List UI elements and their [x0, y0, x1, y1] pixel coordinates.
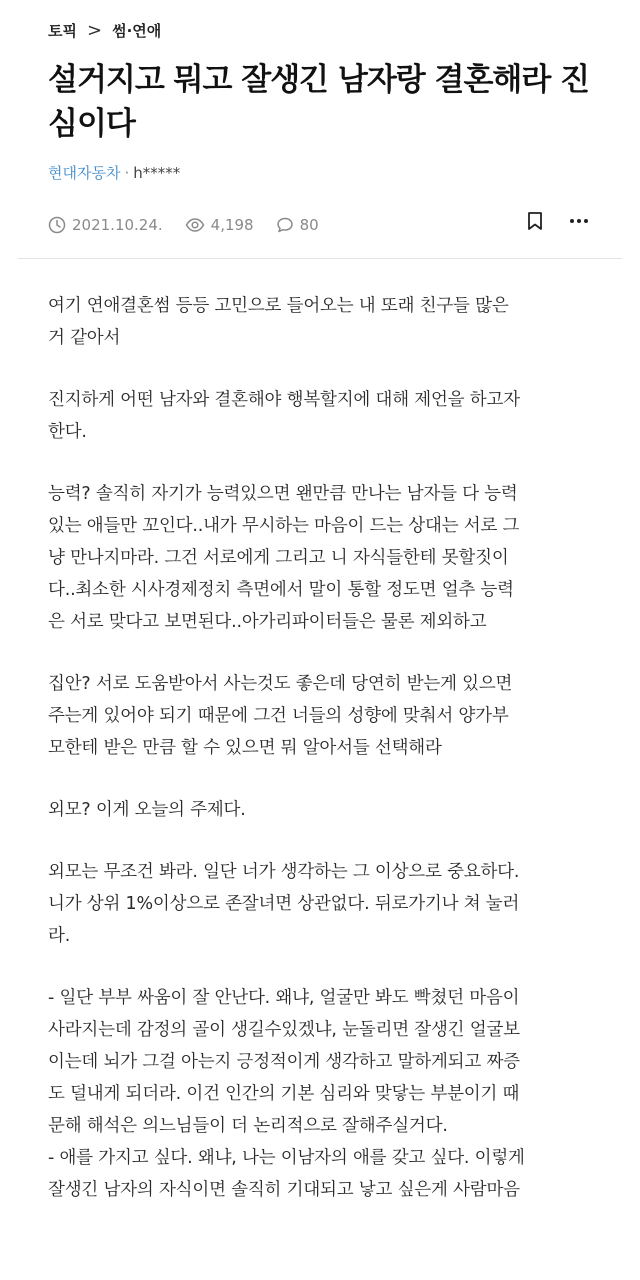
more-button[interactable] — [566, 208, 592, 234]
chevron-right-icon: > — [86, 19, 103, 41]
post-actions — [504, 208, 592, 234]
bookmark-button[interactable] — [522, 208, 548, 234]
post-views-count: 4,198 — [210, 216, 254, 234]
breadcrumb-topic-link[interactable]: 토픽 — [48, 21, 77, 40]
post-author[interactable] — [48, 162, 180, 183]
post-paragraph: 외모는 무조건 봐라. 일단 너가 생각하는 그 이상으로 중요하다. 니가 상위 1%이상으로 존잘녀면 상관없다. 뒤로가기나 쳐 눌러 라. — [48, 862, 520, 946]
eye-icon — [185, 216, 205, 234]
post-comments-count: 80 — [299, 216, 319, 234]
post-date — [48, 216, 163, 234]
clock-icon — [48, 216, 66, 234]
author-separator: · — [124, 163, 130, 182]
post-paragraph: 집안? 서로 도움받아서 사는것도 좋은데 당연히 받는게 있으면 주는게 있어야 되기 때문에 그건 너들의 성향에 맞춰서 양가부 모한테 받은 만큼 할 수 있으면 뭐 알아서들 선택해라 — [48, 674, 513, 758]
breadcrumb — [48, 18, 161, 42]
post-date-text: 2021.10.24. — [72, 216, 163, 234]
post-paragraph: - 일단 부부 싸움이 잘 안난다. 왜냐, 얼굴만 봐도 빡쳤던 마음이 사라지는데 감정의 골이 생길수있겠냐, 눈돌리면 잘생긴 얼굴보 이는데 뇌가 그걸 아는지 긍정적이게 생각하고 말하게되고 짜증 도 덜내게 되더라. 이건 인간의 기본 심리와 맞닿는 부분이기 때 문해 해석은 의느님들이 더 논리적으로 잘해주실거다. — [48, 988, 520, 1136]
breadcrumb-category-link[interactable]: 썸·연애 — [112, 21, 162, 40]
author-company[interactable]: 현대자동차 — [48, 164, 121, 182]
post-paragraph: 진지하게 어떤 남자와 결혼해야 행복할지에 대해 제언을 하고자 한다. — [48, 390, 520, 442]
comment-icon — [276, 216, 294, 234]
post-paragraph: 능력? 솔직히 자기가 능력있으면 왠만큼 만나는 남자들 다 능력 있는 애들만 꼬인다..내가 무시하는 마음이 드는 상대는 서로 그 냥 만나지마라. 그건 서로에게 그리고 니 자식들한테 못할짓이 다..최소한 시사경제정치 측면에서 말이 통할 정도면 얼추 능력 은 서로 맞다고 보면된다..아가리파이터들은 물론 제외하고 — [48, 484, 520, 632]
post-meta — [48, 212, 341, 238]
more-icon — [569, 218, 589, 224]
post-paragraph: 여기 연애결혼썸 등등 고민으로 들어오는 내 또래 친구들 많은 거 같아서 — [48, 296, 509, 348]
post-paragraph: 외모? 이게 오늘의 주제다. — [48, 800, 246, 820]
bookmark-icon — [526, 211, 544, 231]
post-paragraph: - 애를 가지고 싶다. 왜냐, 나는 이남자의 애를 갖고 싶다. 이렇게 잘생긴 남자의 자식이면 솔직히 기대되고 낳고 싶은게 사람마음 — [48, 1148, 525, 1200]
post-views — [185, 216, 254, 234]
header-divider — [18, 258, 622, 259]
author-name: h***** — [133, 163, 181, 182]
post-body — [48, 290, 608, 1206]
post-comments[interactable] — [276, 216, 319, 234]
post-title: 설거지고 뭐고 잘생긴 남자랑 결혼해라 진심이다 — [48, 62, 590, 142]
